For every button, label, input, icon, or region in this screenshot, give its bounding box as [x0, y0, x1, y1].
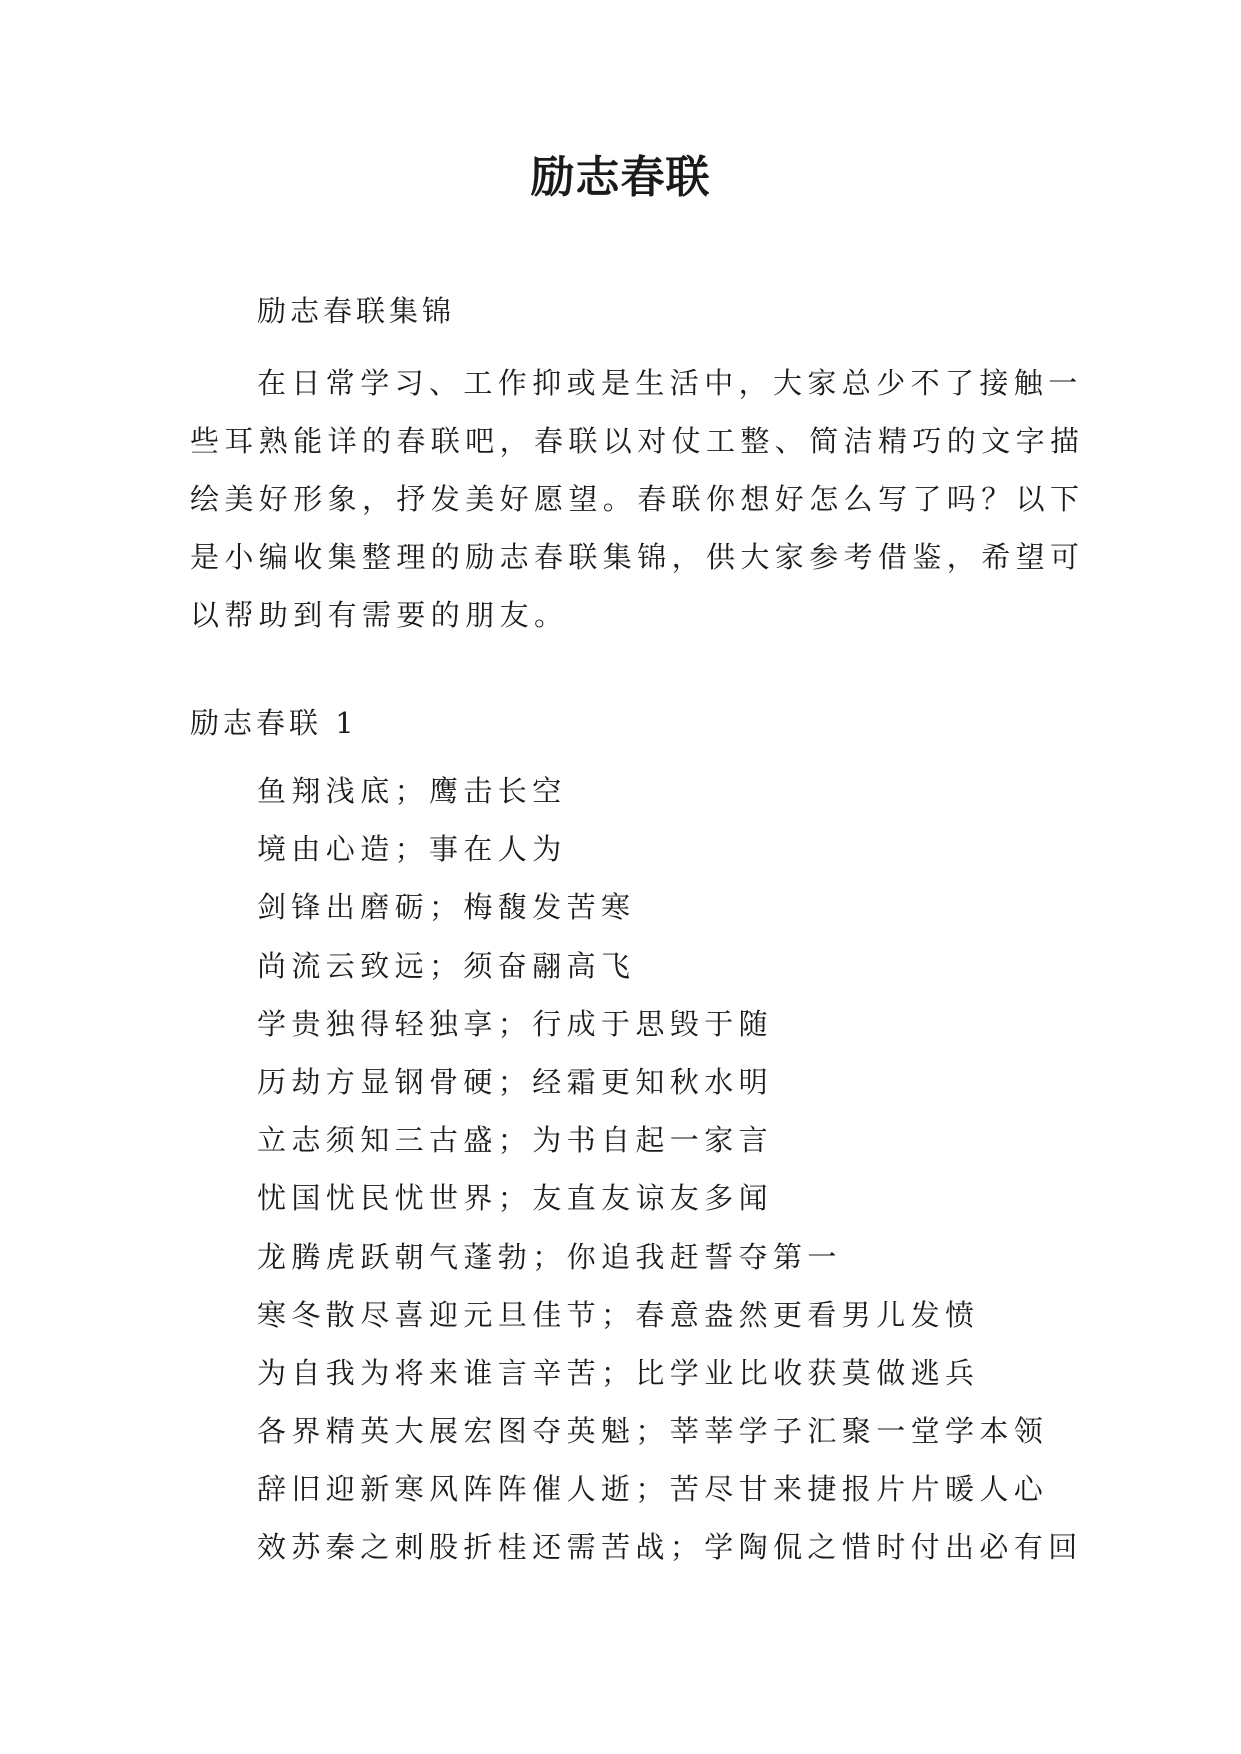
couplet-line: 为自我为将来谁言辛苦；比学业比收获莫做逃兵 [257, 1355, 980, 1390]
couplet-line: 寒冬散尽喜迎元旦佳节；春意盎然更看男儿发愤 [257, 1297, 980, 1332]
page-title: 励志春联 [530, 152, 711, 203]
intro-paragraph [190, 354, 1085, 644]
couplet-line: 学贵独得轻独享；行成于思毁于随 [257, 1006, 774, 1041]
couplet-line: 忧国忧民忧世界；友直友谅友多闻 [257, 1181, 774, 1216]
couplet-line: 立志须知三古盛；为书自起一家言 [257, 1123, 774, 1158]
document-subtitle: 励志春联集锦 [257, 294, 456, 328]
couplet-line: 剑锋出磨砺；梅馥发苦寒 [257, 890, 636, 925]
intro-line: 是小编收集整理的励志春联集锦，供大家参考借鉴，希望可 [190, 540, 1085, 574]
couplet-list [257, 762, 1083, 1577]
intro-line: 绘美好形象，抒发美好愿望。春联你想好怎么写了吗？以下 [190, 482, 1085, 516]
section-heading: 励志春联 1 [190, 706, 358, 740]
couplet-line: 辞旧迎新寒风阵阵催人逝；苦尽甘来捷报片片暖人心 [257, 1472, 1049, 1507]
couplet-line: 历劫方显钢骨硬；经霜更知秋水明 [257, 1064, 774, 1099]
couplet-line: 效苏秦之刺股折桂还需苦战；学陶侃之惜时付出必有回 [257, 1530, 1083, 1565]
couplet-line: 境由心造；事在人为 [257, 832, 567, 867]
intro-line: 在日常学习、工作抑或是生活中，大家总少不了接触一 [257, 366, 1083, 400]
intro-line: 些耳熟能详的春联吧，春联以对仗工整、简洁精巧的文字描 [190, 424, 1085, 458]
intro-line: 以帮助到有需要的朋友。 [190, 598, 569, 632]
couplet-line: 鱼翔浅底；鹰击长空 [257, 774, 567, 808]
couplet-line: 尚流云致远；须奋翮高飞 [257, 948, 636, 983]
couplet-line: 龙腾虎跃朝气蓬勃；你追我赶誓夺第一 [257, 1239, 842, 1274]
couplet-line: 各界精英大展宏图夺英魁；莘莘学子汇聚一堂学本领 [257, 1414, 1049, 1449]
